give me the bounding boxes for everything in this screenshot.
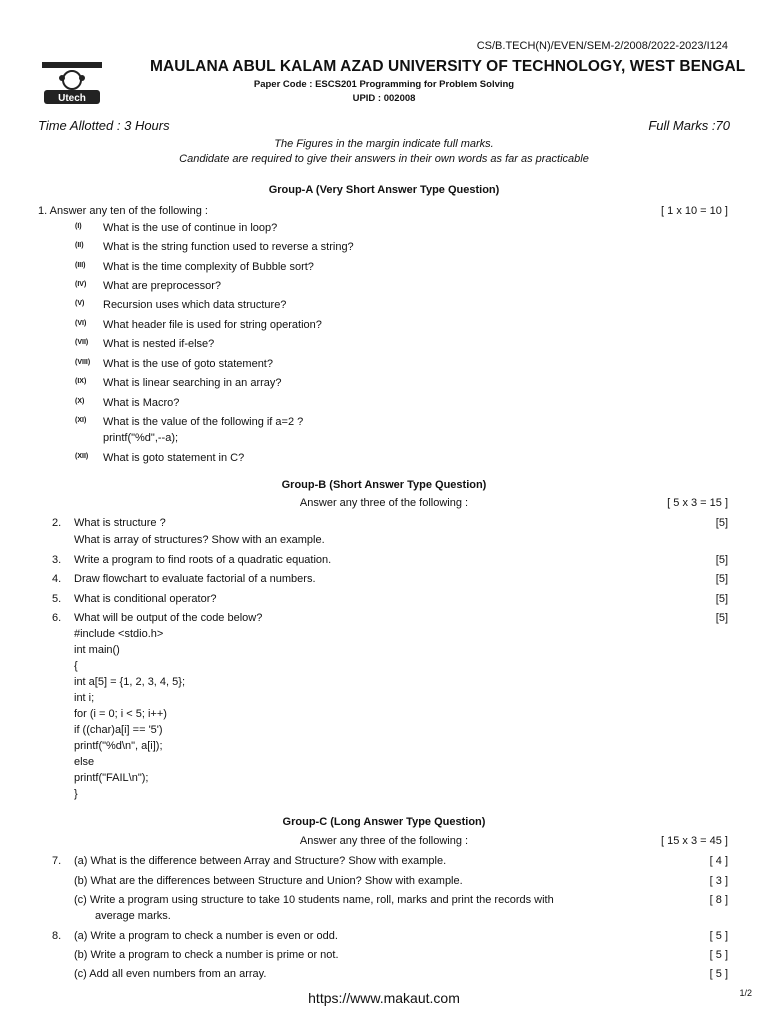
question-7b: (b) What are the differences between Structure and Union? Show with example. — [74, 875, 463, 887]
question-text: What is linear searching in an array? — [103, 377, 282, 389]
time-allotted: Time Allotted : 3 Hours — [38, 118, 170, 133]
code-line: int main() — [74, 644, 120, 656]
question-5: What is conditional operator? — [74, 593, 217, 605]
question-7c-cont: average marks. — [95, 910, 171, 922]
question-6: What will be output of the code below? — [74, 612, 263, 624]
code-line: int i; — [74, 692, 95, 704]
question-7-number: 7. — [52, 855, 62, 867]
question-text: What is the use of goto statement? — [103, 358, 273, 370]
group-b-instruction: Answer any three of the following : — [299, 497, 469, 509]
university-name: MAULANA ABUL KALAM AZAD UNIVERSITY OF TECHNOLOGY, WEST BENGAL — [150, 58, 746, 75]
question-roman-number: (XII) — [75, 453, 89, 460]
code-line: else — [74, 756, 95, 768]
question-number: 3. — [52, 554, 62, 566]
code-line: printf("%d\n", a[i]); — [74, 740, 163, 752]
question-mark: [5] — [715, 517, 728, 529]
question-2a: What is structure ? — [74, 517, 166, 529]
question-2b: What is array of structures? Show with an example. — [74, 534, 325, 546]
question-number: 2. — [52, 517, 62, 529]
question-8a: (a) Write a program to check a number is even or odd. — [74, 930, 338, 942]
code-line: #include <stdio.h> — [74, 628, 164, 640]
question-7a-mark: [ 4 ] — [709, 855, 728, 867]
logo-text: Utech — [58, 93, 86, 104]
question-text: What are preprocessor? — [103, 280, 221, 292]
question-roman-number: (VI) — [75, 320, 87, 327]
group-b-title: Group-B (Short Answer Type Question) — [281, 479, 487, 491]
question-7b-mark: [ 3 ] — [709, 875, 728, 887]
instruction-1: The Figures in the margin indicate full marks. — [274, 138, 494, 150]
question-text: What is Macro? — [103, 397, 180, 409]
code-line: int a[5] = {1, 2, 3, 4, 5}; — [74, 676, 185, 688]
question-text: What is the value of the following if a=2 ? — [103, 416, 304, 428]
question-text: What is goto statement in C? — [103, 452, 245, 464]
question-roman-number: (VII) — [75, 339, 89, 346]
code-line: } — [74, 788, 78, 800]
group-a-title: Group-A (Very Short Answer Type Question) — [268, 184, 500, 196]
question-roman-number: (XI) — [75, 417, 87, 424]
question-mark: [5] — [715, 573, 728, 585]
paper-code-header: CS/B.TECH(N)/EVEN/SEM-2/2008/2022-2023/I124 — [476, 40, 728, 52]
group-c-instruction: Answer any three of the following : — [299, 835, 469, 847]
question-number: 6. — [52, 612, 62, 624]
question-8a-mark: [ 5 ] — [709, 930, 728, 942]
group-c-marks: [ 15 x 3 = 45 ] — [661, 835, 728, 847]
question-roman-number: (IV) — [75, 281, 87, 288]
question-mark: [5] — [715, 612, 728, 624]
question-text: What header file is used for string operation? — [103, 319, 322, 331]
code-line: { — [74, 660, 78, 672]
question-text: What is the use of continue in loop? — [103, 222, 278, 234]
question-text: Recursion uses which data structure? — [103, 299, 287, 311]
code-line: for (i = 0; i < 5; i++) — [74, 708, 167, 720]
question-roman-number: (III) — [75, 262, 86, 269]
instruction-2: Candidate are required to give their answers in their own words as far as practicable — [179, 153, 589, 165]
question-text: What is the string function used to reverse a string? — [103, 241, 354, 253]
page-number: 1/2 — [739, 988, 752, 998]
question-8c-mark: [ 5 ] — [709, 968, 728, 980]
question-8-number: 8. — [52, 930, 62, 942]
code-line: printf("FAIL\n"); — [74, 772, 149, 784]
question-roman-number: (II) — [75, 242, 84, 249]
question-roman-number: (I) — [75, 223, 82, 230]
code-line: if ((char)a[i] == '5') — [74, 724, 163, 736]
question-8b-mark: [ 5 ] — [709, 949, 728, 961]
question-4: Draw flowchart to evaluate factorial of a numbers. — [74, 573, 316, 585]
question-3: Write a program to find roots of a quadratic equation. — [74, 554, 332, 566]
question-xi-code: printf("%d",--a); — [103, 432, 179, 444]
question-roman-number: (VIII) — [75, 359, 91, 366]
question-7a: (a) What is the difference between Array and Structure? Show with example. — [74, 855, 447, 867]
question-mark: [5] — [715, 554, 728, 566]
question-roman-number: (IX) — [75, 378, 87, 385]
question-8b: (b) Write a program to check a number is prime or not. — [74, 949, 339, 961]
question-number: 5. — [52, 593, 62, 605]
question-roman-number: (V) — [75, 300, 85, 307]
question-1-label: 1. Answer any ten of the following : — [38, 205, 208, 217]
question-text: What is nested if-else? — [103, 338, 215, 350]
question-7c: (c) Write a program using structure to take 10 students name, roll, marks and print the records with — [74, 894, 554, 906]
question-text: What is the time complexity of Bubble sort? — [103, 261, 314, 273]
paper-title: Paper Code : ESCS201 Programming for Problem Solving — [253, 79, 515, 90]
question-8c: (c) Add all even numbers from an array. — [74, 968, 267, 980]
question-number: 4. — [52, 573, 62, 585]
group-c-title: Group-C (Long Answer Type Question) — [282, 816, 486, 828]
group-a-marks: [ 1 x 10 = 10 ] — [661, 205, 728, 217]
upid: UPID : 002008 — [352, 93, 416, 104]
question-roman-number: (X) — [75, 398, 85, 405]
group-b-marks: [ 5 x 3 = 15 ] — [667, 497, 728, 509]
question-7c-mark: [ 8 ] — [709, 894, 728, 906]
question-mark: [5] — [715, 593, 728, 605]
footer-url[interactable]: https://www.makaut.com — [308, 990, 460, 1006]
full-marks: Full Marks :70 — [648, 118, 730, 133]
